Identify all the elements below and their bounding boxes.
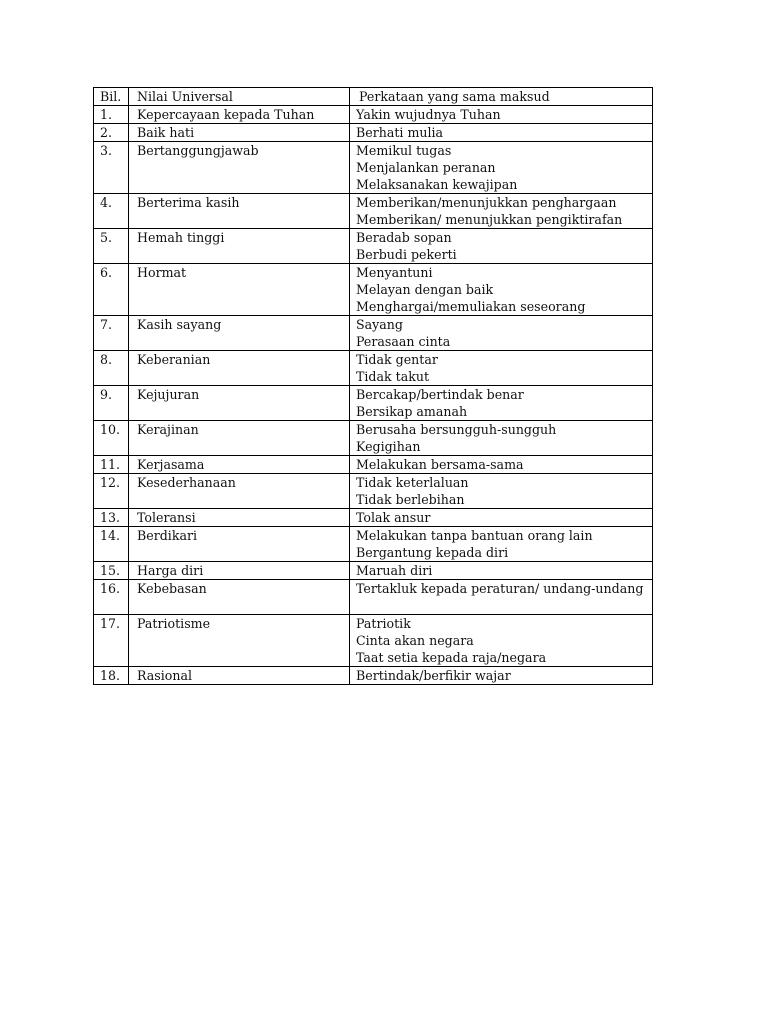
perkataan-line: Memberikan/menunjukkan penghargaan [356, 195, 617, 210]
row-perkataan [350, 351, 653, 386]
perkataan-line: Tertakluk kepada peraturan/ undang-undang [356, 581, 644, 596]
row-nilai-universal: Keberanian [129, 351, 350, 386]
perkataan-line: Perasaan cinta [356, 334, 451, 349]
table-row [94, 456, 653, 474]
row-perkataan [350, 316, 653, 351]
row-nilai-universal: Patriotisme [129, 615, 350, 667]
row-perkataan [350, 456, 653, 474]
row-perkataan [350, 229, 653, 264]
row-nilai-universal: Kesederhanaan [129, 474, 350, 509]
table-row [94, 562, 653, 580]
row-perkataan [350, 509, 653, 527]
table-row [94, 351, 653, 386]
row-perkataan [350, 142, 653, 194]
table-row [94, 580, 653, 615]
row-perkataan [350, 527, 653, 562]
perkataan-line: Tidak berlebihan [356, 492, 465, 507]
header-bil: Bil. [94, 88, 129, 106]
row-nilai-universal: Kebebasan [129, 580, 350, 615]
row-bil: 3. [94, 142, 129, 194]
perkataan-line: Memikul tugas [356, 143, 452, 158]
nilai-universal-table [93, 87, 653, 685]
row-perkataan [350, 474, 653, 509]
row-bil: 14. [94, 527, 129, 562]
row-bil: 18. [94, 667, 129, 685]
table-row [94, 264, 653, 316]
perkataan-line: Melakukan tanpa bantuan orang lain [356, 528, 593, 543]
row-nilai-universal: Hormat [129, 264, 350, 316]
perkataan-line: Patriotik [356, 616, 411, 631]
row-perkataan [350, 562, 653, 580]
perkataan-line: Bersikap amanah [356, 404, 468, 419]
row-bil: 5. [94, 229, 129, 264]
row-nilai-universal: Kerajinan [129, 421, 350, 456]
perkataan-line: Menghargai/memuliakan seseorang [356, 299, 586, 314]
table-row [94, 106, 653, 124]
row-nilai-universal: Kejujuran [129, 386, 350, 421]
row-bil: 13. [94, 509, 129, 527]
row-nilai-universal: Rasional [129, 667, 350, 685]
table-row [94, 229, 653, 264]
row-bil: 4. [94, 194, 129, 229]
row-bil: 8. [94, 351, 129, 386]
perkataan-line: Menyantuni [356, 265, 433, 280]
row-nilai-universal: Baik hati [129, 124, 350, 142]
perkataan-line: Melaksanakan kewajipan [356, 177, 518, 192]
table-row [94, 194, 653, 229]
table-row [94, 142, 653, 194]
row-perkataan [350, 106, 653, 124]
table-row [94, 527, 653, 562]
perkataan-line: Kegigihan [356, 439, 421, 454]
perkataan-line: Tidak gentar [356, 352, 438, 367]
perkataan-line: Berbudi pekerti [356, 247, 457, 262]
table-body [94, 106, 653, 685]
row-perkataan [350, 264, 653, 316]
table-row [94, 474, 653, 509]
perkataan-line: Berusaha bersungguh-sungguh [356, 422, 557, 437]
row-perkataan [350, 667, 653, 685]
table-row [94, 421, 653, 456]
row-bil: 2. [94, 124, 129, 142]
table-row [94, 667, 653, 685]
table-row [94, 124, 653, 142]
perkataan-line: Cinta akan negara [356, 633, 474, 648]
row-bil: 17. [94, 615, 129, 667]
perkataan-line: Menjalankan peranan [356, 160, 496, 175]
row-nilai-universal: Berdikari [129, 527, 350, 562]
row-bil: 16. [94, 580, 129, 615]
perkataan-line: Bertindak/berfikir wajar [356, 668, 511, 683]
row-perkataan [350, 124, 653, 142]
perkataan-line: Yakin wujudnya Tuhan [356, 107, 501, 122]
row-bil: 6. [94, 264, 129, 316]
perkataan-line: Melayan dengan baik [356, 282, 494, 297]
header-nilai-universal: Nilai Universal [129, 88, 350, 106]
perkataan-line: Taat setia kepada raja/negara [356, 650, 547, 665]
row-nilai-universal: Kepercayaan kepada Tuhan [129, 106, 350, 124]
row-perkataan [350, 615, 653, 667]
row-nilai-universal: Harga diri [129, 562, 350, 580]
perkataan-line: Tolak ansur [356, 510, 431, 525]
table-header-row [94, 88, 653, 106]
header-perkataan: Perkataan yang sama maksud [350, 88, 653, 106]
row-bil: 15. [94, 562, 129, 580]
row-bil: 1. [94, 106, 129, 124]
table-row [94, 615, 653, 667]
table-row [94, 386, 653, 421]
row-nilai-universal: Kerjasama [129, 456, 350, 474]
perkataan-line: Tidak takut [356, 369, 430, 384]
row-perkataan [350, 194, 653, 229]
row-bil: 7. [94, 316, 129, 351]
row-nilai-universal: Kasih sayang [129, 316, 350, 351]
row-perkataan [350, 386, 653, 421]
perkataan-line: Berhati mulia [356, 125, 444, 140]
row-bil: 12. [94, 474, 129, 509]
table-row [94, 316, 653, 351]
perkataan-line: Bergantung kepada diri [356, 545, 509, 560]
row-nilai-universal: Berterima kasih [129, 194, 350, 229]
row-bil: 11. [94, 456, 129, 474]
perkataan-line: Maruah diri [356, 563, 433, 578]
row-bil: 10. [94, 421, 129, 456]
table-row [94, 509, 653, 527]
perkataan-line: Beradab sopan [356, 230, 452, 245]
row-perkataan [350, 580, 653, 615]
row-bil: 9. [94, 386, 129, 421]
perkataan-line: Tidak keterlaluan [356, 475, 469, 490]
row-perkataan [350, 421, 653, 456]
row-nilai-universal: Toleransi [129, 509, 350, 527]
perkataan-line: Bercakap/bertindak benar [356, 387, 524, 402]
row-nilai-universal: Bertanggungjawab [129, 142, 350, 194]
row-nilai-universal: Hemah tinggi [129, 229, 350, 264]
perkataan-line: Memberikan/ menunjukkan pengiktirafan [356, 212, 623, 227]
perkataan-line: Melakukan bersama-sama [356, 457, 524, 472]
perkataan-line: Sayang [356, 317, 403, 332]
